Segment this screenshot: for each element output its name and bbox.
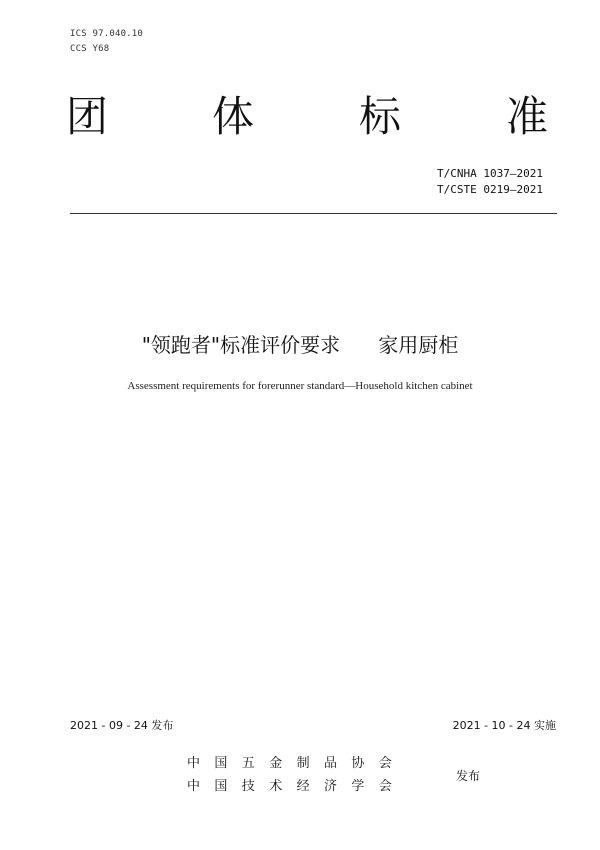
doc-type-char: 团 [66,92,109,141]
header-divider [70,213,557,214]
standard-code-primary: T/CNHA 1037—2021 [437,167,543,180]
doc-type-char: 准 [506,92,549,141]
chinese-title: "领跑者"标准评价要求 家用厨柜 [141,333,459,357]
ics-code: ICS 97.040.10 [70,29,144,39]
publisher-label: 发布 [456,769,481,783]
ccs-code: CCS Y68 [70,44,110,54]
publish-date: 2021 - 09 - 24 发布 [70,719,174,732]
doc-type-char: 体 [212,92,255,141]
publisher-org-1: 中 国 五 金 制 品 协 会 [187,756,393,771]
english-title: Assessment requirements for forerunner standard—Household kitchen cabinet [127,380,473,392]
implement-date: 2021 - 10 - 24 实施 [452,719,556,732]
publisher-org-2: 中 国 技 术 经 济 学 会 [187,779,393,794]
standard-code-secondary: T/CSTE 0219—2021 [437,183,543,196]
doc-type-char: 标 [359,92,402,141]
